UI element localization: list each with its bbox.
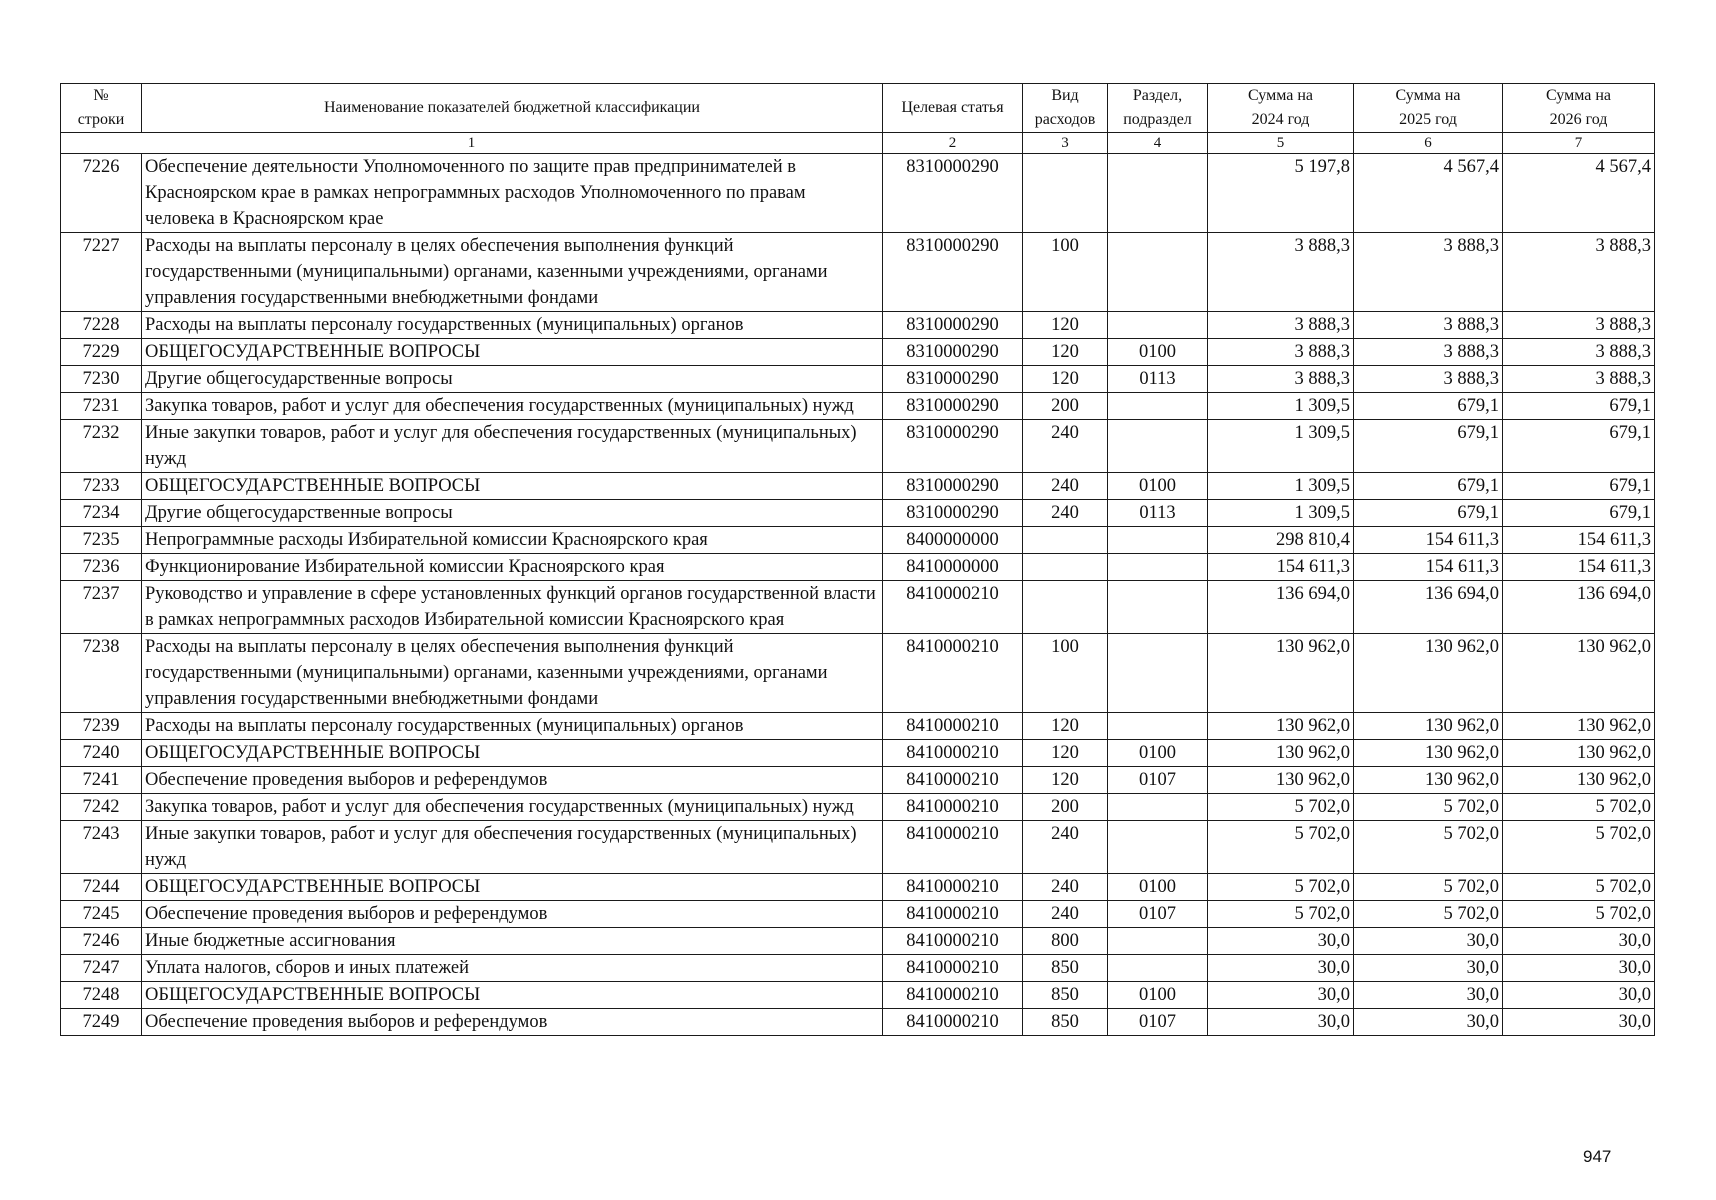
sum-2024: 154 611,3: [1208, 554, 1354, 581]
sum-2025: 679,1: [1354, 500, 1503, 527]
table-row: [61, 901, 1655, 928]
target-article-code: 8410000210: [883, 740, 1023, 767]
sum-2025: 3 888,3: [1354, 312, 1503, 339]
sum-2024: 130 962,0: [1208, 767, 1354, 794]
table-row: [61, 740, 1655, 767]
sum-2026: 5 702,0: [1503, 794, 1655, 821]
expense-type-code: 240: [1023, 821, 1108, 874]
expense-type-code: 200: [1023, 393, 1108, 420]
table-row: [61, 366, 1655, 393]
sum-2026: 679,1: [1503, 500, 1655, 527]
indicator-name: Закупка товаров, работ и услуг для обеспечения государственных (муниципальных) нужд: [142, 794, 883, 821]
expense-type-code: [1023, 154, 1108, 233]
target-article-code: 8410000210: [883, 874, 1023, 901]
target-article-code: 8410000210: [883, 901, 1023, 928]
indicator-name: ОБЩЕГОСУДАРСТВЕННЫЕ ВОПРОСЫ: [142, 982, 883, 1009]
indicator-name: Обеспечение проведения выборов и референдумов: [142, 901, 883, 928]
row-number: 7246: [61, 928, 142, 955]
expense-type-code: 120: [1023, 339, 1108, 366]
expense-type-code: 850: [1023, 982, 1108, 1009]
target-article-code: 8310000290: [883, 420, 1023, 473]
sum-2024: 130 962,0: [1208, 634, 1354, 713]
target-article-code: 8410000210: [883, 821, 1023, 874]
indicator-name: ОБЩЕГОСУДАРСТВЕННЫЕ ВОПРОСЫ: [142, 473, 883, 500]
target-article-code: 8410000210: [883, 955, 1023, 982]
section-code: [1108, 821, 1208, 874]
column-number: 7: [1503, 133, 1655, 154]
target-article-code: 8310000290: [883, 154, 1023, 233]
sum-2026: 3 888,3: [1503, 312, 1655, 339]
expense-type-code: 120: [1023, 312, 1108, 339]
sum-2025: 679,1: [1354, 473, 1503, 500]
indicator-name: Обеспечение деятельности Уполномоченного по защите прав предпринимателей в Красноярском крае в рамках непрограммных расходов Уполномоченного по правам человека в Красноярском крае: [142, 154, 883, 233]
sum-2026: 679,1: [1503, 473, 1655, 500]
table-row: [61, 473, 1655, 500]
header-row-no: № строки: [61, 84, 142, 133]
header-row: [61, 84, 1655, 133]
sum-2024: 30,0: [1208, 928, 1354, 955]
row-number: 7227: [61, 233, 142, 312]
sum-2026: 679,1: [1503, 393, 1655, 420]
expense-type-code: 850: [1023, 1009, 1108, 1036]
expense-type-code: 240: [1023, 473, 1108, 500]
expense-type-code: [1023, 527, 1108, 554]
table-row: [61, 393, 1655, 420]
sum-2025: 3 888,3: [1354, 339, 1503, 366]
section-code: [1108, 154, 1208, 233]
sum-2024: 130 962,0: [1208, 740, 1354, 767]
indicator-name: Расходы на выплаты персоналу государственных (муниципальных) органов: [142, 713, 883, 740]
indicator-name: ОБЩЕГОСУДАРСТВЕННЫЕ ВОПРОСЫ: [142, 339, 883, 366]
section-code: [1108, 393, 1208, 420]
sum-2024: 1 309,5: [1208, 500, 1354, 527]
sum-2024: 130 962,0: [1208, 713, 1354, 740]
row-number: 7236: [61, 554, 142, 581]
indicator-name: Уплата налогов, сборов и иных платежей: [142, 955, 883, 982]
indicator-name: Другие общегосударственные вопросы: [142, 500, 883, 527]
expense-type-code: 850: [1023, 955, 1108, 982]
table-row: [61, 955, 1655, 982]
section-code: [1108, 312, 1208, 339]
section-code: 0107: [1108, 1009, 1208, 1036]
section-code: 0107: [1108, 767, 1208, 794]
indicator-name: ОБЩЕГОСУДАРСТВЕННЫЕ ВОПРОСЫ: [142, 874, 883, 901]
row-number: 7242: [61, 794, 142, 821]
target-article-code: 8410000210: [883, 581, 1023, 634]
sum-2024: 136 694,0: [1208, 581, 1354, 634]
indicator-name: Иные закупки товаров, работ и услуг для обеспечения государственных (муниципальных) нужд: [142, 420, 883, 473]
expense-type-code: 120: [1023, 767, 1108, 794]
sum-2026: 5 702,0: [1503, 821, 1655, 874]
target-article-code: 8410000210: [883, 767, 1023, 794]
row-number: 7226: [61, 154, 142, 233]
expense-type-code: 240: [1023, 874, 1108, 901]
sum-2024: 5 702,0: [1208, 874, 1354, 901]
sum-2026: 3 888,3: [1503, 233, 1655, 312]
target-article-code: 8410000210: [883, 634, 1023, 713]
sum-2024: 3 888,3: [1208, 233, 1354, 312]
sum-2024: 298 810,4: [1208, 527, 1354, 554]
table-row: [61, 154, 1655, 233]
table-row: [61, 420, 1655, 473]
target-article-code: 8310000290: [883, 339, 1023, 366]
table-row: [61, 874, 1655, 901]
sum-2025: 130 962,0: [1354, 740, 1503, 767]
section-code: 0100: [1108, 874, 1208, 901]
sum-2026: 3 888,3: [1503, 366, 1655, 393]
sum-2026: 4 567,4: [1503, 154, 1655, 233]
column-number: 3: [1023, 133, 1108, 154]
sum-2026: 30,0: [1503, 955, 1655, 982]
table-row: [61, 581, 1655, 634]
section-code: 0100: [1108, 982, 1208, 1009]
sum-2024: 5 702,0: [1208, 821, 1354, 874]
sum-2025: 4 567,4: [1354, 154, 1503, 233]
table-row: [61, 821, 1655, 874]
table-row: [61, 713, 1655, 740]
target-article-code: 8410000000: [883, 554, 1023, 581]
section-code: [1108, 581, 1208, 634]
expense-type-code: 100: [1023, 634, 1108, 713]
table-row: [61, 312, 1655, 339]
table-body: [61, 154, 1655, 1036]
expense-type-code: [1023, 581, 1108, 634]
sum-2025: 130 962,0: [1354, 713, 1503, 740]
section-code: 0100: [1108, 339, 1208, 366]
expense-type-code: 200: [1023, 794, 1108, 821]
expense-type-code: 800: [1023, 928, 1108, 955]
sum-2026: 30,0: [1503, 982, 1655, 1009]
sum-2025: 5 702,0: [1354, 901, 1503, 928]
indicator-name: Другие общегосударственные вопросы: [142, 366, 883, 393]
section-code: [1108, 634, 1208, 713]
target-article-code: 8310000290: [883, 393, 1023, 420]
table-row: [61, 339, 1655, 366]
table-row: [61, 233, 1655, 312]
section-code: 0107: [1108, 901, 1208, 928]
indicator-name: Иные бюджетные ассигнования: [142, 928, 883, 955]
sum-2026: 130 962,0: [1503, 634, 1655, 713]
indicator-name: Обеспечение проведения выборов и референдумов: [142, 767, 883, 794]
header-section: Раздел, подраздел: [1108, 84, 1208, 133]
budget-table: [60, 83, 1655, 1036]
column-number: 5: [1208, 133, 1354, 154]
row-number: 7230: [61, 366, 142, 393]
sum-2024: 30,0: [1208, 955, 1354, 982]
sum-2024: 30,0: [1208, 982, 1354, 1009]
expense-type-code: 100: [1023, 233, 1108, 312]
sum-2025: 5 702,0: [1354, 874, 1503, 901]
section-code: [1108, 794, 1208, 821]
row-number: 7243: [61, 821, 142, 874]
header-sum-2025: Сумма на 2025 год: [1354, 84, 1503, 133]
row-number: 7245: [61, 901, 142, 928]
sum-2026: 154 611,3: [1503, 527, 1655, 554]
sum-2024: 30,0: [1208, 1009, 1354, 1036]
section-code: 0113: [1108, 366, 1208, 393]
section-code: [1108, 955, 1208, 982]
table-row: [61, 1009, 1655, 1036]
row-number: 7240: [61, 740, 142, 767]
header-expense-type: Вид расходов: [1023, 84, 1108, 133]
section-code: 0100: [1108, 740, 1208, 767]
row-number: 7232: [61, 420, 142, 473]
page-number: 947: [1583, 1147, 1612, 1166]
target-article-code: 8410000210: [883, 713, 1023, 740]
column-number: 2: [883, 133, 1023, 154]
table-row: [61, 767, 1655, 794]
section-code: [1108, 554, 1208, 581]
header-name: Наименование показателей бюджетной классификации: [142, 84, 883, 133]
target-article-code: 8310000290: [883, 312, 1023, 339]
sum-2026: 679,1: [1503, 420, 1655, 473]
sum-2024: 1 309,5: [1208, 420, 1354, 473]
expense-type-code: 120: [1023, 366, 1108, 393]
expense-type-code: 240: [1023, 420, 1108, 473]
table-row: [61, 982, 1655, 1009]
target-article-code: 8410000210: [883, 1009, 1023, 1036]
indicator-name: ОБЩЕГОСУДАРСТВЕННЫЕ ВОПРОСЫ: [142, 740, 883, 767]
indicator-name: Функционирование Избирательной комиссии Красноярского края: [142, 554, 883, 581]
sum-2026: 130 962,0: [1503, 713, 1655, 740]
sum-2026: 3 888,3: [1503, 339, 1655, 366]
sum-2026: 130 962,0: [1503, 740, 1655, 767]
section-code: [1108, 527, 1208, 554]
sum-2026: 130 962,0: [1503, 767, 1655, 794]
target-article-code: 8410000210: [883, 982, 1023, 1009]
indicator-name: Обеспечение проведения выборов и референдумов: [142, 1009, 883, 1036]
column-number: 4: [1108, 133, 1208, 154]
row-number: 7249: [61, 1009, 142, 1036]
sum-2025: 3 888,3: [1354, 366, 1503, 393]
target-article-code: 8310000290: [883, 366, 1023, 393]
row-number: 7241: [61, 767, 142, 794]
section-code: [1108, 928, 1208, 955]
sum-2024: 5 702,0: [1208, 794, 1354, 821]
row-number: 7231: [61, 393, 142, 420]
target-article-code: 8310000290: [883, 233, 1023, 312]
target-article-code: 8400000000: [883, 527, 1023, 554]
column-number-row: [61, 133, 1655, 154]
sum-2024: 3 888,3: [1208, 312, 1354, 339]
sum-2026: 30,0: [1503, 1009, 1655, 1036]
indicator-name: Расходы на выплаты персоналу государственных (муниципальных) органов: [142, 312, 883, 339]
indicator-name: Расходы на выплаты персоналу в целях обеспечения выполнения функций государственными (муниципальными) органами, казенными учреждениями, органами управления государственными внебюджетными фондами: [142, 233, 883, 312]
sum-2026: 5 702,0: [1503, 901, 1655, 928]
section-code: [1108, 233, 1208, 312]
sum-2024: 3 888,3: [1208, 366, 1354, 393]
section-code: [1108, 713, 1208, 740]
row-number: 7229: [61, 339, 142, 366]
row-number: 7234: [61, 500, 142, 527]
sum-2025: 30,0: [1354, 928, 1503, 955]
sum-2025: 154 611,3: [1354, 554, 1503, 581]
column-number: 1: [61, 133, 883, 154]
sum-2024: 1 309,5: [1208, 393, 1354, 420]
sum-2025: 30,0: [1354, 1009, 1503, 1036]
header-sum-2026: Сумма на 2026 год: [1503, 84, 1655, 133]
sum-2026: 30,0: [1503, 928, 1655, 955]
column-number: 6: [1354, 133, 1503, 154]
section-code: 0100: [1108, 473, 1208, 500]
sum-2026: 136 694,0: [1503, 581, 1655, 634]
expense-type-code: 240: [1023, 901, 1108, 928]
section-code: 0113: [1108, 500, 1208, 527]
table-row: [61, 527, 1655, 554]
expense-type-code: 120: [1023, 740, 1108, 767]
indicator-name: Расходы на выплаты персоналу в целях обеспечения выполнения функций государственными (муниципальными) органами, казенными учреждениями, органами управления государственными внебюджетными фондами: [142, 634, 883, 713]
section-code: [1108, 420, 1208, 473]
indicator-name: Непрограммные расходы Избирательной комиссии Красноярского края: [142, 527, 883, 554]
sum-2025: 679,1: [1354, 420, 1503, 473]
sum-2024: 1 309,5: [1208, 473, 1354, 500]
table-row: [61, 554, 1655, 581]
target-article-code: 8410000210: [883, 928, 1023, 955]
header-target-article: Целевая статья: [883, 84, 1023, 133]
target-article-code: 8310000290: [883, 473, 1023, 500]
indicator-name: Закупка товаров, работ и услуг для обеспечения государственных (муниципальных) нужд: [142, 393, 883, 420]
sum-2024: 5 702,0: [1208, 901, 1354, 928]
sum-2026: 5 702,0: [1503, 874, 1655, 901]
table-row: [61, 634, 1655, 713]
row-number: 7228: [61, 312, 142, 339]
header-sum-2024: Сумма на 2024 год: [1208, 84, 1354, 133]
target-article-code: 8310000290: [883, 500, 1023, 527]
row-number: 7235: [61, 527, 142, 554]
sum-2025: 30,0: [1354, 982, 1503, 1009]
expense-type-code: 240: [1023, 500, 1108, 527]
sum-2025: 130 962,0: [1354, 634, 1503, 713]
table-row: [61, 794, 1655, 821]
target-article-code: 8410000210: [883, 794, 1023, 821]
row-number: 7247: [61, 955, 142, 982]
sum-2025: 5 702,0: [1354, 821, 1503, 874]
sum-2025: 3 888,3: [1354, 233, 1503, 312]
sum-2025: 5 702,0: [1354, 794, 1503, 821]
row-number: 7233: [61, 473, 142, 500]
table-row: [61, 500, 1655, 527]
sum-2025: 154 611,3: [1354, 527, 1503, 554]
expense-type-code: [1023, 554, 1108, 581]
sum-2025: 136 694,0: [1354, 581, 1503, 634]
sum-2025: 130 962,0: [1354, 767, 1503, 794]
sum-2026: 154 611,3: [1503, 554, 1655, 581]
row-number: 7248: [61, 982, 142, 1009]
sum-2024: 5 197,8: [1208, 154, 1354, 233]
row-number: 7238: [61, 634, 142, 713]
row-number: 7244: [61, 874, 142, 901]
expense-type-code: 120: [1023, 713, 1108, 740]
row-number: 7239: [61, 713, 142, 740]
indicator-name: Иные закупки товаров, работ и услуг для обеспечения государственных (муниципальных) нужд: [142, 821, 883, 874]
sum-2025: 30,0: [1354, 955, 1503, 982]
row-number: 7237: [61, 581, 142, 634]
indicator-name: Руководство и управление в сфере установленных функций органов государственной власти в рамках непрограммных расходов Избирательной комиссии Красноярского края: [142, 581, 883, 634]
sum-2024: 3 888,3: [1208, 339, 1354, 366]
table-row: [61, 928, 1655, 955]
sum-2025: 679,1: [1354, 393, 1503, 420]
